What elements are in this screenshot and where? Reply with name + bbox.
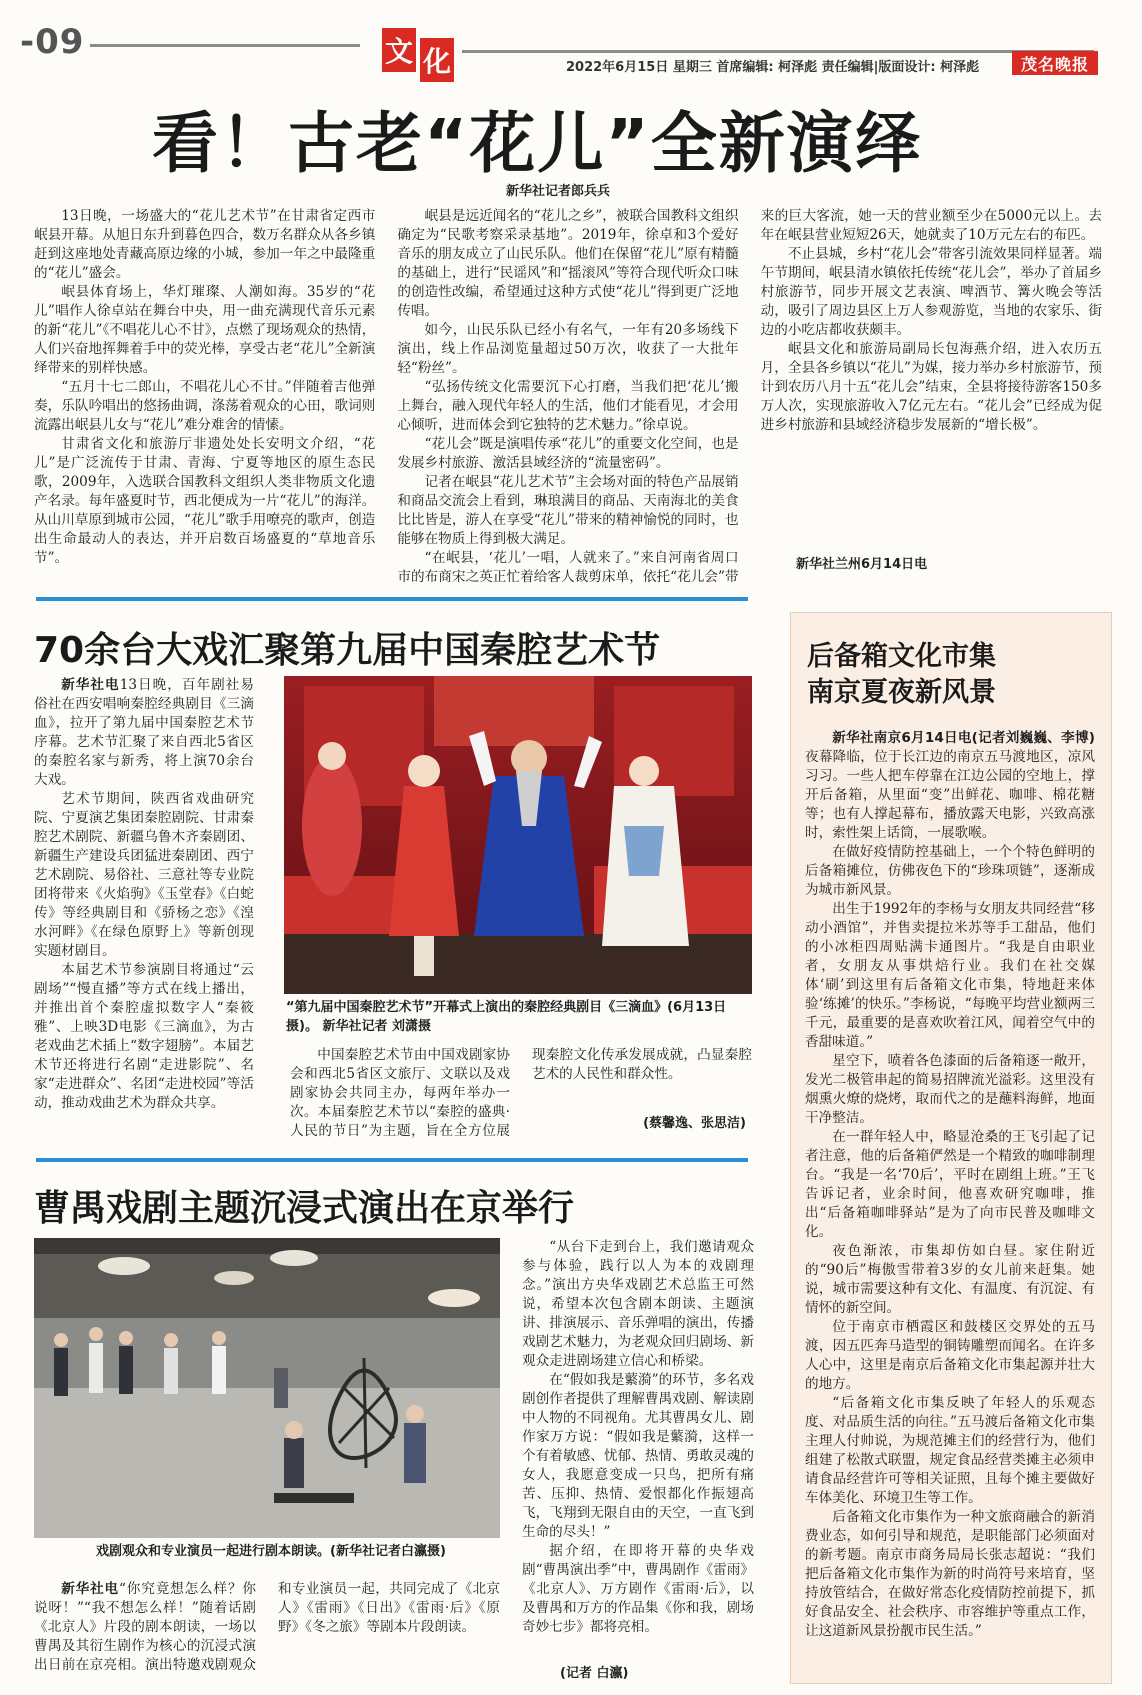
qinqiang-stage-image bbox=[284, 676, 752, 994]
paper-logo: 茂名晚报 bbox=[1012, 51, 1098, 75]
article1-byline: 新华社记者郎兵兵 bbox=[506, 184, 611, 199]
article1-paragraph: “花儿会”既是演唱传承“花儿”的重要文化空间，也是发展乡村旅游、激活县域经济的“流量密码”。 bbox=[397, 436, 739, 471]
article4-lead-text: 夜幕降临，位于长江边的南京五马渡地区，凉风习习。一些人把车停靠在江边公园的空地上，撑开后备箱，从里面“变”出鲜花、咖啡、棉花糖等；也有人撑起幕布，播放露天电影，兴致高涨时，索性架上话筒，一展歌喉。 bbox=[805, 749, 1095, 841]
article2-credit: (蔡馨逸、张思洁) bbox=[643, 1116, 746, 1131]
article2-paragraph: 本届艺术节参演剧目将通过“云剧场”“慢直播”等方式在线上播出，并推出首个秦腔虚拟数字人“秦筱雅”、上映3D电影《三滴血》，为古老戏曲艺术插上“数字翅膀”。本届艺术节还将进行名剧“走进影院”、名家“走进群众”、名团“走进校园”等活动，推动戏曲艺术为群众共享。 bbox=[34, 962, 254, 1111]
article3-paragraph: 在“假如我是蘩漪”的环节，多名戏剧创作者提供了理解曹禺戏剧、解读剧中人物的不同视角。尤其曹禺女儿、剧作家万方说：“假如我是蘩漪，这样一个有着敏感、忧郁、热情、勇敢灵魂的女人，我愿意变成一只鸟，把所有痛苦、压抑、热情、爱恨都化作振翅高飞，飞翔到无限自由的天空，一直飞到生命的尽头！” bbox=[522, 1372, 754, 1540]
article1-headline: 看！古老“花儿”全新演绎 bbox=[152, 105, 923, 182]
dateline: 2022年6月15日 星期三 首席编辑: 柯泽彪 责任编辑|版面设计: 柯泽彪 bbox=[566, 60, 980, 75]
article1-paragraph: 不止县城，乡村“花儿会”带客引流效果同样显著。端午节期间，岷县清水镇依托传统“花儿会”，举办了首届乡村旅游节，同步开展文艺表演、啤酒节、篝火晚会等活动，吸引了周边县区上万人参观游览，当地的农家乐、街边的小吃店都收获颇丰。 bbox=[760, 246, 1102, 338]
article3-paragraph: 据介绍，在即将开幕的央华戏剧“曹禺演出季”中，曹禺剧作《雷雨》《北京人》、万方剧作《雷雨·后》，以及曹禺和万方的作品集《你和我，剧场奇妙七步》都将亮相。 bbox=[522, 1543, 754, 1635]
article1-paragraph: 记者在岷县“花儿艺术节”主会场对面的特色产品展销和商品交流会上看到，琳琅满目的商品、天南海北的美食比比皆是，游人在享受“花儿”带来的精神愉悦的同时，也能够在物质上得到极大满足。 bbox=[397, 474, 739, 547]
drama-reading-image bbox=[34, 1238, 500, 1538]
article4-paragraph bbox=[805, 729, 1095, 843]
article4-paragraph: “后备箱文化市集反映了年轻人的乐观态度、对品质生活的向往。”五马渡后备箱文化市集主理人付帅说，为规范摊主们的经营行为，他们组建了松散式联盟，规定食品经营类摊主必须申请食品经营许可等相关证照，且每个摊主要做好车体美化、环境卫生等工作。 bbox=[805, 1395, 1095, 1506]
article3-body bbox=[34, 1580, 500, 1686]
article2-body-left bbox=[34, 676, 254, 1124]
article3-headline: 曹禺戏剧主题沉浸式演出在京举行 bbox=[34, 1188, 575, 1229]
article1-paragraph: 岷县是远近闻名的“花儿之乡”，被联合国教科文组织确定为“民歌考察采录基地”。2019年，徐卓和3个爱好音乐的朋友成立了山民乐队。他们在保留“花儿”原有精髓的基础上，进行“民谣风”和“摇滚风”等符合现代听众口味的创造性改编，希望通过这种方式使“花儿”得到更广泛地传唱。 bbox=[397, 208, 739, 319]
article3-lead-text: “你究竟想怎么样？你说呀！”“我不想怎么样！”随着话剧《北京人》片段的剧本朗读，一场以曹禺及其衍生剧作为核心的沉浸式演出日前在京亮相。演出特邀戏剧观众和专业演员一起，共同完成了《北京人》《雷雨》《日出》《雷雨·后》《原野》《冬之旅》等剧本片段朗读。 bbox=[34, 1581, 500, 1673]
article4-paragraph: 后备箱文化市集作为一种文旅商融合的新消费业态，如何引导和规范，是职能部门必须面对的新考题。南京市商务局局长张志超说：“我们把后备箱文化市集作为新的时尚符号来培育，坚持放管结合，在做好常态化疫情防控前提下，抓好食品安全、社会秩序、市容维护等重点工作，让这道新风景扮靓市民生活。” bbox=[805, 1509, 1095, 1639]
section-rule bbox=[36, 1158, 748, 1162]
article1-credit: 新华社兰州6月14日电 bbox=[796, 557, 928, 572]
article4-paragraph: 在一群年轻人中，略显沧桑的王飞引起了记者注意，他的后备箱俨然是一个精致的咖啡制理台。“我是一名‘70后’，平时在剧组上班。”王飞告诉记者，业余时间，他喜欢研究咖啡，推出“后备箱咖啡驿站”是为了向市民普及咖啡文化。 bbox=[805, 1129, 1095, 1240]
article4-headline-line1: 后备箱文化市集 bbox=[807, 641, 996, 672]
article4-paragraph: 在做好疫情防控基础上，一个个特色鲜明的后备箱摊位，仿佛夜色下的“珍珠项链”，逐渐成为城市新风景。 bbox=[805, 844, 1095, 898]
section-label-char-1: 文 bbox=[382, 28, 416, 72]
article4-lead: 新华社南京6月14日电(记者刘巍巍、李博) bbox=[832, 730, 1095, 746]
article3-lead: 新华社电 bbox=[61, 1581, 119, 1597]
article2-paragraph: 中国秦腔艺术节由中国戏剧家协会和西北5省区文旅厅、文联以及戏剧家协会共同主办，每两年举办一次。本届秦腔艺术节以“秦腔的盛典·人民的节日”为主题，旨在全方位展现秦腔文化传承发展成就，凸显秦腔艺术的人民性和群众性。 bbox=[290, 1047, 752, 1139]
article4-body bbox=[805, 729, 1095, 1673]
article4-paragraph: 位于南京市栖霞区和鼓楼区交界处的五马渡，因五匹奔马造型的铜铸雕塑而闻名。在许多人心中，这里是南京后备箱文化市集起源并壮大的地方。 bbox=[805, 1319, 1095, 1392]
article4-paragraph: 星空下，喷着各色漆面的后备箱逐一敞开，发光二极管串起的简易招牌流光溢彩。这里没有烟熏火燎的烧烤，取而代之的是蘸料海鲜，地面干净整洁。 bbox=[805, 1053, 1095, 1126]
article2-paragraph: 艺术节期间，陕西省戏曲研究院、宁夏演艺集团秦腔剧院、甘肃秦腔艺术剧院、新疆乌鲁木齐秦剧团、新疆生产建设兵团猛进秦剧团、西宁艺术剧院、易俗社、三意社等专业院团将带来《火焰驹》《玉堂春》《白蛇传》等经典剧目和《骄杨之恋》《湟水河畔》《在绿色原野上》等新创现实题材剧目。 bbox=[34, 791, 254, 959]
article1-paragraph: 岷县文化和旅游局副局长包海燕介绍，进入农历五月，全县各乡镇以“花儿”为媒，接力举办乡村旅游节，预计到农历八月十五“花儿会”结束，全县将接待游客150多万人次，实现旅游收入7亿元左右。“花儿会”已经成为促进乡村旅游和县域经济稳步发展新的“增长极”。 bbox=[760, 341, 1102, 433]
article1-body bbox=[34, 207, 1102, 591]
page-number: -09 bbox=[20, 22, 85, 62]
section-label-char-2: 化 bbox=[420, 38, 454, 82]
article1-paragraph: 甘肃省文化和旅游厅非遗处处长安明文介绍，“花儿”是广泛流传于甘肃、青海、宁夏等地区的原生态民歌，2009年，入选联合国教科文组织人类非物质文化遗产名录。每年盛夏时节，西北便成为一片“花儿”的海洋。从山川草原到城市公园，“花儿”歌手用嘹亮的歌声，创造出生命最动人的表达，并开启数百场盛夏的“草地音乐节”。 bbox=[34, 436, 376, 566]
article3-credit: (记者 白瀛) bbox=[560, 1666, 629, 1681]
article2-paragraph bbox=[34, 676, 254, 790]
article4-headline-line2: 南京夏夜新风景 bbox=[807, 677, 996, 708]
article1-paragraph: “弘扬传统文化需要沉下心打磨，当我们把‘花儿’搬上舞台，融入现代年轻人的生活，他们才能看见，才会用心倾听，进而体会到它独特的艺术魅力。”徐卓说。 bbox=[397, 379, 739, 433]
drama-reading-photo bbox=[34, 1238, 500, 1538]
article4-paragraph: 出生于1992年的李杨与女朋友共同经营“移动小酒馆”，并售卖提拉米苏等手工甜品，他们的小冰柜四周贴满卡通图片。“我是自由职业者，女朋友从事烘焙行业。我们在社交媒体‘刷’到这里有后备箱文化市集，特地赶来体验‘练摊’的快乐。”李杨说，“每晚平均营业额两三千元，最重要的是喜欢吹着江风，闻着空气中的香甜味道。” bbox=[805, 901, 1095, 1050]
article3-paragraph bbox=[34, 1580, 500, 1686]
drama-photo-caption: 戏剧观众和专业演员一起进行剧本朗读。(新华社记者白瀛摄) bbox=[96, 1544, 446, 1559]
article1-paragraph: 岷县体育场上，华灯璀璨、人潮如海。35岁的“花儿”唱作人徐卓站在舞台中央，用一曲充满现代音乐元素的新“花儿”《不唱花儿心不甘》，点燃了现场观众的热情，人们兴奋地挥舞着手中的荧光棒，享受古老“花儿”全新演绎带来的别样快感。 bbox=[34, 284, 376, 376]
header-rule-right bbox=[462, 50, 1094, 53]
article2-headline: 70余台大戏汇聚第九届中国秦腔艺术节 bbox=[34, 630, 661, 671]
sidebar-box bbox=[790, 612, 1112, 1684]
article2-lead: 新华社电 bbox=[61, 677, 120, 693]
article3-paragraph: “从台下走到台上，我们邀请观众参与体验，践行以人为本的戏剧理念。”演出方央华戏剧艺术总监王可然说，希望本次包含剧本朗读、主题演讲、排演展示、音乐弹唱的演出，传播戏剧艺术魅力，为老观众回归剧场、新观众走进剧场建立信心和桥梁。 bbox=[522, 1239, 754, 1369]
article1-paragraph: 如今，山民乐队已经小有名气，一年有20多场线下演出，线上作品浏览量超过50万次，收获了一大批年轻“粉丝”。 bbox=[397, 322, 739, 376]
header-rule-left bbox=[90, 44, 360, 47]
article3-body-right bbox=[522, 1238, 754, 1668]
section-rule bbox=[36, 597, 748, 601]
article1-paragraph: 13日晚，一场盛大的“花儿艺术节”在甘肃省定西市岷县开幕。从旭日东升到暮色四合，数万名群众从各乡镇赶到这座地处青藏高原边缘的小城，参加一年之中最隆重的“花儿”盛会。 bbox=[34, 208, 376, 281]
article2-lead-text: 13日晚，百年剧社易俗社在西安唱响秦腔经典剧目《三滴血》，拉开了第九届中国秦腔艺术节序幕。艺术节汇聚了来自西北5省区的秦腔名家与新秀，将上演70余台大戏。 bbox=[34, 677, 254, 788]
article1-paragraph: “在岷县，‘花儿’一唱，人就来了。”来自河南省周口市的布商宋之英正忙着给客人裁剪床单，依托“花儿会”带来的巨大客流，她一天的营业额至少在5000元以上。去年在岷县营业短短26天，她就卖了10万元左右的布匹。 bbox=[397, 208, 1102, 585]
article1-paragraph: “五月十七二郎山，不唱花儿心不甘。”伴随着吉他弹奏，乐队吟唱出的悠扬曲调，涤荡着观众的心田，歌词则流露出岷县儿女与“花儿”难分难舍的情愫。 bbox=[34, 379, 376, 433]
qinqiang-photo-caption: “第九届中国秦腔艺术节”开幕式上演出的秦腔经典剧目《三滴血》(6月13日摄)。 新华社记者 刘潇摄 bbox=[286, 1000, 727, 1034]
article4-paragraph: 夜色渐浓，市集却仿如白昼。家住附近的“90后”梅傲雪带着3岁的女儿前来赶集。她说，城市需要这种有文化、有温度、有沉淀、有情怀的新空间。 bbox=[805, 1243, 1095, 1316]
qinqiang-opera-photo bbox=[284, 676, 752, 994]
